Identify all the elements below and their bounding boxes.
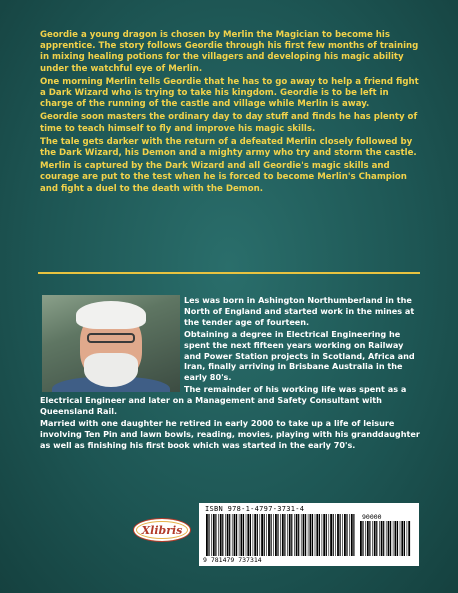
blurb-paragraph: Geordie soon masters the ordinary day to day stuff and finds he has plenty of time to teach himself to fly and improve his magic skills. — [40, 112, 418, 134]
barcode-addon-number: 90000 — [362, 513, 382, 521]
publisher-logo — [133, 518, 191, 542]
bio-paragraph: Les was born in Ashington Northumberland in the North of England and started work in the mines at the tender age of fourteen. — [184, 295, 415, 327]
book-blurb — [40, 30, 420, 197]
barcode-bars — [205, 514, 355, 556]
barcode-addon-bars — [359, 521, 411, 556]
blurb-paragraph: One morning Merlin tells Geordie that he has to go away to help a friend fight a Dark Wizard who is trying to take his kingdom. Geordie is to be left in charge of the running of the castle and village while Merlin is away. — [40, 76, 419, 110]
blurb-paragraph: The tale gets darker with the return of a defeated Merlin closely followed by the Dark Wizard, his Demon and a mighty army who try and storm the castle. — [40, 136, 417, 159]
bio-paragraph: The remainder of his working life was spent as a Electrical Engineer and later on a Management and Safety Consultant with Queensland Rail. — [40, 384, 407, 417]
barcode — [199, 503, 419, 566]
blurb-paragraph: Merlin is captured by the Dark Wizard and all Geordie's magic skills and courage are put to the test when he is forced to become Merlin's Champion and fight a duel to the death with the Demon. — [40, 161, 407, 194]
author-bio — [40, 295, 420, 452]
blurb-paragraph: Geordie a young dragon is chosen by Merlin the Magician to become his apprentice. The story follows Geordie through his first few months of training in mixing healing potions for the villagers and developing his magic ability under the watchful eye of Merlin. — [40, 30, 419, 74]
publisher-name: Xlibris — [141, 523, 183, 537]
bio-paragraph: Married with one daughter he retired in early 2000 to take up a life of leisure involving Ten Pin and lawn bowls, reading, movies, playing with his granddaughter as well as finishing his first book which was started in the early 70's. — [40, 417, 420, 450]
barcode-number: 9 781479 737314 — [203, 556, 262, 564]
bio-paragraph: Obtaining a degree in Electrical Engineering he spent the next fifteen years working on Railway and Power Station projects in Scotland, Africa and Iran, finally arriving in Brisbane Australia in the early 80's. — [184, 328, 415, 383]
section-divider — [38, 272, 420, 274]
isbn-label: ISBN 978-1-4797-3731-4 — [205, 505, 305, 513]
